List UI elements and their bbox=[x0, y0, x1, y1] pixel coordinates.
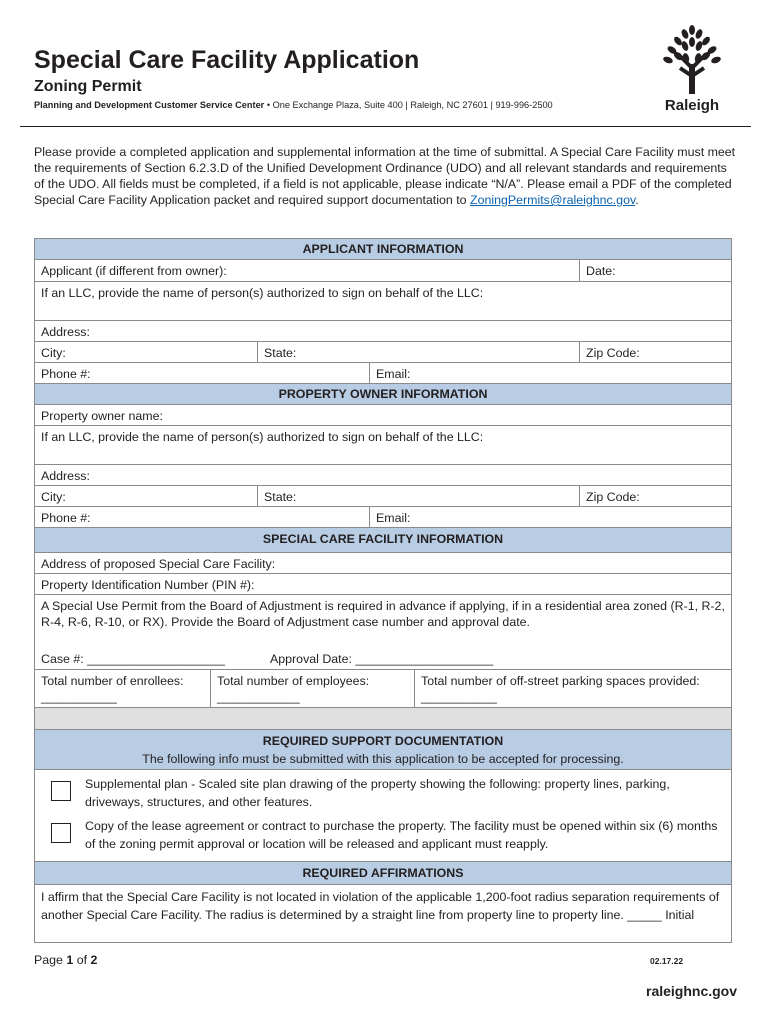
applicant-zip-field[interactable]: Zip Code: bbox=[579, 342, 731, 362]
owner-zip-field[interactable]: Zip Code: bbox=[579, 486, 731, 506]
support-heading: REQUIRED SUPPORT DOCUMENTATION bbox=[262, 734, 504, 748]
facility-counts-row bbox=[35, 669, 731, 707]
footer-url: raleighnc.gov bbox=[646, 983, 738, 999]
affirmation-row bbox=[35, 884, 731, 942]
support-items-row bbox=[35, 769, 731, 861]
page-number bbox=[34, 953, 97, 967]
email-link[interactable]: ZoningPermits@raleighnc.gov bbox=[470, 193, 636, 207]
page-title: Special Care Facility Application bbox=[34, 46, 420, 74]
special-use-permit-block bbox=[35, 595, 731, 669]
support-section-header bbox=[35, 730, 731, 769]
gray-spacer-row bbox=[35, 707, 731, 729]
support-item bbox=[35, 811, 731, 853]
revision-date: 02.17.22 bbox=[650, 956, 684, 966]
owner-city-row bbox=[35, 485, 731, 506]
facility-address-field[interactable]: Address of proposed Special Care Facility: bbox=[41, 557, 276, 571]
applicant-city-field[interactable]: City: bbox=[41, 346, 66, 360]
affirmation-text: I affirm that the Special Care Facility is not located in violation of the applicable 1,200-foot radius separation requirements of another Special Care Facility. The radius is determined by a straight line from property line to property line. _____ Initial bbox=[41, 890, 720, 922]
parking-field[interactable] bbox=[414, 670, 731, 707]
owner-state-field[interactable]: State: bbox=[257, 486, 579, 506]
application-form bbox=[34, 238, 732, 943]
lease-agreement-text: Copy of the lease agreement or contract to purchase the property. The facility must be opened within six (6) months of the zoning permit approval or location will be released and applicant must reapply. bbox=[85, 819, 718, 851]
owner-name-field[interactable]: Property owner name: bbox=[41, 409, 163, 423]
owner-name-row bbox=[35, 404, 731, 425]
section-header-row bbox=[35, 383, 731, 404]
gray-spacer bbox=[35, 708, 731, 729]
intro-period: . bbox=[635, 193, 639, 207]
facility-address-row bbox=[35, 552, 731, 573]
logo-wordmark: Raleigh bbox=[664, 97, 720, 114]
applicant-name-field[interactable]: Applicant (if different from owner): bbox=[41, 264, 227, 278]
owner-section-header: PROPERTY OWNER INFORMATION bbox=[35, 384, 731, 404]
support-item bbox=[35, 770, 731, 811]
special-use-permit-text: A Special Use Permit from the Board of Adjustment is required in advance if applying, if in a residential area zoned (R-1, R-2, R-4, R-6, R-10, or RX). Provide the Board of Adjustment case number and approval date. bbox=[41, 599, 725, 629]
intro-text: Please provide a completed application and supplemental information at the time of submittal. A Special Care Facility must meet the requirements of Section 6.2.3.D of the Unified Development Ordinance (UDO) and all relevant standards and requirements of the UDO. All fields must be completed, if a field is not applicable, please indicate “N/A”. Please email a PDF of the completed Special Care Facility Application packet and required support documentation to bbox=[34, 145, 736, 207]
facility-section-header: SPECIAL CARE FACILITY INFORMATION bbox=[35, 528, 731, 552]
facility-pin-row bbox=[35, 573, 731, 594]
facility-sup-row bbox=[35, 594, 731, 669]
applicant-address-field[interactable]: Address: bbox=[41, 325, 90, 339]
applicant-phone-field[interactable]: Phone #: bbox=[41, 367, 91, 381]
contact-center: Planning and Development Customer Service Center bbox=[34, 100, 265, 110]
owner-llc-row bbox=[35, 425, 731, 464]
applicant-address-row bbox=[35, 320, 731, 341]
affirmations-section-header: REQUIRED AFFIRMATIONS bbox=[35, 862, 731, 884]
applicant-city-row bbox=[35, 341, 731, 362]
page-prefix: Page bbox=[34, 953, 67, 967]
owner-city-field[interactable]: City: bbox=[41, 490, 66, 504]
applicant-llc-field[interactable]: If an LLC, provide the name of person(s) authorized to sign on behalf of the LLC: bbox=[41, 286, 484, 300]
applicant-row bbox=[35, 259, 731, 281]
employees-field[interactable] bbox=[210, 670, 414, 707]
lease-agreement-checkbox[interactable] bbox=[51, 823, 71, 843]
section-header-row bbox=[35, 527, 731, 552]
section-header-row bbox=[35, 729, 731, 769]
applicant-state-field[interactable]: State: bbox=[257, 342, 579, 362]
intro-paragraph bbox=[34, 144, 740, 208]
approval-date-field[interactable]: Approval Date: ____________________ bbox=[270, 652, 494, 666]
page-subtitle: Zoning Permit bbox=[34, 78, 142, 95]
case-number-field[interactable]: Case #: ____________________ bbox=[41, 652, 225, 666]
page-total: 2 bbox=[90, 953, 98, 967]
raleigh-logo bbox=[652, 24, 732, 120]
owner-email-field[interactable]: Email: bbox=[369, 507, 731, 527]
owner-phone-row bbox=[35, 506, 731, 527]
enrollees-field[interactable] bbox=[35, 670, 210, 707]
contact-line bbox=[34, 100, 553, 110]
owner-address-field[interactable]: Address: bbox=[41, 469, 90, 483]
oak-tree-icon bbox=[660, 24, 724, 96]
enrollees-blank: ___________ bbox=[41, 690, 117, 704]
contact-details: • One Exchange Plaza, Suite 400 | Raleigh, NC 27601 | 919-996-2500 bbox=[264, 100, 553, 110]
support-subheading: The following info must be submitted with this application to be accepted for processing. bbox=[142, 752, 624, 766]
facility-pin-field[interactable]: Property Identification Number (PIN #): bbox=[41, 578, 255, 592]
header-divider bbox=[20, 126, 751, 127]
owner-phone-field[interactable]: Phone #: bbox=[41, 511, 91, 525]
parking-blank: ___________ bbox=[421, 690, 497, 704]
page-current: 1 bbox=[66, 953, 74, 967]
support-items bbox=[35, 770, 731, 861]
applicant-phone-row bbox=[35, 362, 731, 383]
applicant-section-header: APPLICANT INFORMATION bbox=[35, 239, 731, 259]
owner-address-row bbox=[35, 464, 731, 485]
supplemental-plan-checkbox[interactable] bbox=[51, 781, 71, 801]
owner-llc-field[interactable]: If an LLC, provide the name of person(s) authorized to sign on behalf of the LLC: bbox=[41, 430, 484, 444]
enrollees-label: Total number of enrollees: bbox=[41, 674, 184, 688]
parking-label: Total number of off-street parking spaces provided: bbox=[421, 674, 700, 688]
employees-blank: ____________ bbox=[217, 690, 300, 704]
supplemental-plan-text: Supplemental plan - Scaled site plan drawing of the property showing the following: property lines, parking, driveways, structures, and other features. bbox=[85, 777, 670, 809]
section-header-row bbox=[35, 861, 731, 884]
applicant-date-field[interactable]: Date: bbox=[579, 260, 731, 281]
employees-label: Total number of employees: bbox=[217, 674, 370, 688]
applicant-llc-row bbox=[35, 281, 731, 320]
applicant-email-field[interactable]: Email: bbox=[369, 363, 731, 383]
case-approval-line bbox=[41, 651, 725, 667]
section-header-row bbox=[35, 239, 731, 259]
page-of: of bbox=[73, 953, 91, 967]
